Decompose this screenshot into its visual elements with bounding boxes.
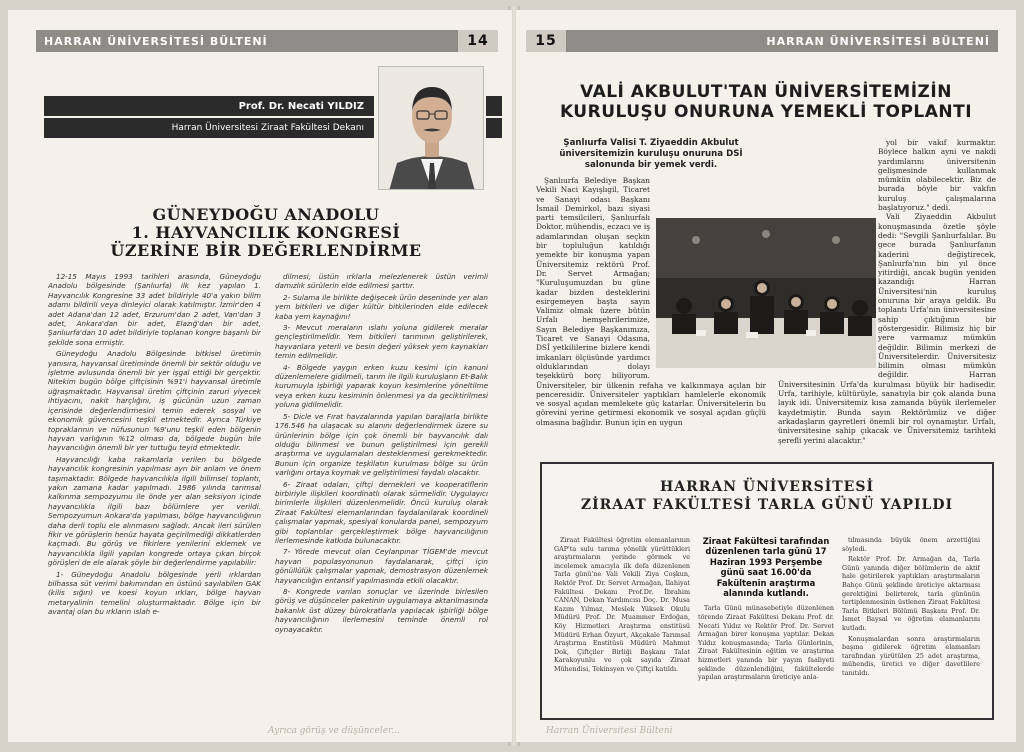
article-title-line: 1. HAYVANCILIK KONGRESİ [131,223,401,242]
article-column-1 [48,272,261,728]
paragraph: 12-15 Mayıs 1993 tarihleri arasında, Güneydoğu Anadolu bölgesinde (Şanlıurfa) ilk kez yapılan 1. Hayvancılık Kongresine 33 adet bildiriyle 40'a yakın bilim adamı bildirili veya dinleyici olarak katılmıştır. İzmir'den 4 adet Adana'dan 12 adet, Erzurum'dan 2 adet, Van'dan 3 adet, Ankara'dan bir adet, Elazığ'dan bir adet, Şanlıurfa'dan 10 adet bildiriyle toplanan kongre başarılı bir şekilde sona ermiştir. [48,272,261,347]
author-title-bar [44,118,374,138]
decorative-block [486,118,502,138]
field-day-lead: Ziraat Fakültesi tarafından düzenlenen tarla günü 17 Haziran 1993 Perşembe günü saat 16.00'da Fakültenin araştırma alanında kutlandı. [702,536,830,599]
left-page [8,10,512,742]
article-body [48,272,488,728]
news-title-line: KURULUŞU ONURUNA YEMEKLİ TOPLANTI [559,102,973,122]
article-column-2 [275,272,488,728]
paragraph: 6- Ziraat odaları, çiftçi dernekleri ve kooperatiflerin birbiriyle ilişkileri koordinatlı olarak sürmelidir. Uygulayıcı birimlerle ilişkileri düzenlenmelidir. Öncü kuruluş olarak Ziraat Fakültesi elemanlarından faydalanılarak koordineli çalışmalar yapmak, spesiyal konularda panel, sempozyum gibi toplantılar gerçekleştirmek bölge hayvancılığının ilerlemesinde katkıda bulunacaktır. [275,479,488,545]
right-page-header [526,30,998,52]
paragraph: 8- Kongrede varılan sonuçlar ve üzerinde birlesilen görüş ve düşünceler paketinin uygulamaya aktarılmasında bakanlık üst düzey bürokratlarla yapılacak işbirliği bölge hayvancılığının ilerlemesini teminde önemli rol oynayacaktır. [275,587,488,634]
decorative-block [486,96,502,116]
paragraph: Vali Ziyaeddin Akbulut konuşmasında özetle şöyle dedi: "Sevgili Şanlıurfalılar. Bu gece burada Şanlıurfanın kaderini değiştirecek, Şanlıurfa'nın bin yıl önce yitirdiği, ancak bugün yeniden kazandığı Harran Üniversitesi'nin kuruluş onuruna bir araya geldik. Bu toplantı Urfa'nın üniversitesine sahip çıktığının bir göstergesidir. Bilimsiz hiç bir yere varmamız mümkün değildir. Bilimin merkezi de Üniversitelerdir. Üniversitesiz bilimin olması mümkün değildir. Harran Üniversitesinin Urfa'da kurulması büyük bir hadisedir. Urfa, tarihiyle, kültürüyle, sanatıyla bir çok alanda buna layık idi. Üniversitemiz kısa zamanda büyük ilerlemeler kaydetmiştir. Bunda sayın Rektörümüz ve diğer arkadaşların gayretleri önemli bir rol oynamıştır. Urfalı, üniversitesine sahip çıkacak ve Üniversitemiz tarihteki şerefli yerini alacaktır." [778,212,996,445]
field-day-box [540,462,994,720]
right-page [516,10,1016,742]
paragraph: yol bir vakıf kurmaktır. Böylece halkın ayni ve nakdi yardımlarını üniversitenin gelişmesinde kullanmak mümkün olabilecektir. Biz de burada böyle bir vakfın kuruluş çalışmalarına başlatıyoruz." dedi. [878,138,996,213]
footer-scrawl: Harran Üniversitesi Bülteni [546,726,673,736]
paragraph: 4- Bölgede yaygın erken kuzu kesimi için kanuni düzenlemelere gidilmeli, tarım ile ilgili kuruluşların Et-Balık kurumuyla işbirliği yaparak koyun kesimlerine yöneltilme veya erken kuzu kesiminin önlenmesi ya da geciktirilmesi yoluna gidilmelidir. [275,362,488,410]
paragraph: 7- Yörede mevcut olan Ceylanpınar TİGEM'de mevcut hayvan populasyonunun faydalanarak, çiftçi için gönüllülük çalışmalar yapmak, demostrasyon düzenlemek hayvancılığın entansif yapılmasında etkili olacaktır. [275,547,488,585]
right-header-text: HARRAN ÜNİVERSİTESİ BÜLTENİ [766,34,990,48]
dinner-photo [656,218,876,368]
field-day-column-3 [842,536,980,714]
author-title: Harran Üniversitesi Ziraat Fakültesi Dekanı [171,123,364,133]
paragraph: Güneydoğu Anadolu Bölgesinde bitkisel üretimin yanısıra, hayvansal üretiminde önemli bir sektör olduğu ve işletme avlusunda önemli bir yer işgal ettiği bir gerçektir. Nitekim bugün bölge çiftçisinin %91'i hayvansal üretimle uğraşmaktadır. Hayvansal üretim çiftçinin zaruri yiyecek ihtiyacını, nakit harçlığını, iş gücünün uzun zaman içerisinde değerlendirmesini temin ederek sosyal ve ekonomik güvencesini teşkil etmektedir. Ayrıca Türkiye topraklarının ve nüfusunun %9'unu teşkil eden bölgenin hayvan varlığının %12 olması da, bölgede bugün bile hayvancılığın önemli bir yer tuttuğu teyid etmektedir. [48,349,261,453]
footer-scrawl: Ayrıca görüş ve düşünceler... [268,726,400,736]
paragraph: tılmasında büyük önem arzettiğini söyledi. [842,536,980,553]
paragraph: Şanlıurfa Belediye Başkan Vekili Naci Kayışlıgil, Ticaret ve Sanayi odası Başkanı İsmail Demirkol, bazı siyasi parti temsilcileri, Şanlıurfalı Doktor, mühendis, eczacı ve iş adamlarından oluşan seçkin bir topluluğun katıldığı yemekte bir konuşma yapan Üniversitemiz rektörü Prof. Dr. Servet Armağan; "Kuruluşumuzdan bu güne kadar bizden desteklerini esirgemeyen başta sayın Valimiz olmak üzere bütün Urfalı hemşehrilerimize, Sayın Belediye Başkanımıza, Ticaret ve Sanayi Odasına, DSİ yetkililerine bizlere kendi imkanları ölçüsünde yardımcı olduklarından dolayı teşekkürü borç biliyorum. Üniversiteler, bir ülkenin refaha ve kalkınmaya açılan bir penceresidir. Üniversiteler yaptıkları hamlelerle ekonomik ve sosyal açıdan memlekete güç katarlar. Üniversitelerin bu görevini yerine getirmesi ekonomik ve sosyal açıdan güçlü olmasına bağlıdır. Bunun için en uygun [536,176,766,427]
left-page-header [36,30,498,52]
paragraph: Tarla Günü münasebetiyle düzenlenen törende Ziraat Fakültesi Dekanı Prof. dr. Necati Yıldız ve Rektör Prof. Dr. Servet Armağan birer konuşma yaptılar. Dekan Yıldız konuşmasında; Tarla Günlerinin, Ziraat Fakültesinin eğitim ve araştırma hizmetleri yanında bir yayım faaliyeti şeklinde düzenlendiğini, fakültelerde yapılan araştırmaların üreticiye anla- [698,604,834,682]
field-day-column-2 [698,536,834,714]
field-day-title-line: ZİRAAT FAKÜLTESİ TARLA GÜNÜ YAPILDI [580,497,954,513]
paragraph: 1- Güneydoğu Anadolu bölgesinde yerli ırklardan bilhassa süt verimi bakımından en üstünü sayılabilen GAK (kilis sığırı) ve koesi koyun ırkları, bölge hayvan metaryalinin temelini oluşturmaktadır. Bölge için bir avantaj olan bu ırkların ıslah e- [48,569,261,617]
author-portrait [378,66,484,190]
field-day-title-line: HARRAN ÜNİVERSİTESİ [659,479,875,495]
news-title-line: VALİ AKBULUT'TAN ÜNİVERSİTEMİZİN [580,82,952,102]
paragraph: 2- Sulama ile birlikte değişecek ürün deseninde yer alan yem bitkileri ve diğer kültür bitkilerinden elde edilecek kaba yem kaynağını! [275,292,488,321]
paragraph: 3- Mevcut meraların ıslahı yoluna gidilerek meralar gençleştirilmelidir. Yem bitkileri tarımının geliştirilerek, hayvanlara yeterli ve besin değeri yüksek yem kaynakları temin edilmelidir. [275,323,488,361]
paragraph: 5- Dicle ve Fırat havzalarında yapılan barajlarla birlikte 176.546 ha ulaşacak su alanını değerlendirmek üzere su ürünlerinin bölge için çok önemli bir hayvancılık dalı olduğu bilinmesi ve bunun geliştirilmesi için gerekli araştırma ve uygulamaları desteklenmesi gerekmektedir. Bunun için organize teşkilatın kurulması bölge su ürün varlığını ortaya koymak ve geliştirilmesi faydalı olacaktır. [275,411,488,478]
paragraph: Rektör Prof. Dr. Armağan da, Tarla Günü yanında diğer bölümlerin de aktif hale getirilerek yaptıkları araştırmaların Bahçe Günü şeklinde üreticiye aktarması gerektiğini belirterek, tarla gününün tertiplenmesinin üstlenen Ziraat Fakültesi Tarla Bitkileri Bölümü Başkanı Prof. Dr. İsmet Baysal ve öğretim elamanlarını kutladı. [842,555,980,632]
news-lead: Şanlıurfa Valisi T. Ziyaeddin Akbulut üniversitemizin kuruluşu onuruna DSİ salonunda bir yemek verdi. [559,138,743,170]
article-title [44,206,488,260]
field-day-column-1 [554,536,690,714]
author-name-bar [44,96,374,116]
left-header-text: HARRAN ÜNİVERSİTESİ BÜLTENİ [44,34,268,48]
article-title-line: ÜZERİNE BİR DEĞERLENDİRME [110,241,422,260]
news-title [536,82,996,122]
paragraph: dilmesi, üstün ırklarla melezlenerek üstün verimli damızlık sürülerin elde edilmesi şarttır. [275,272,488,291]
paragraph: Ziraat Fakültesi öğretim elemanlarının GAP'ta sulu tarıma yönelik yürüttükleri araştırmaların yerinde görmek ve incelemek amacıyla ilk defa düzenlenen Tarla günü'ne Vali Vekili Ziya Coşkun, Rektör Prof. Dr. Servet Armağan, İlahiyat Fakültesi Dekanı Prof.Dr. İbrahim CANAN, Dekan Yardımcısı Doç. Dr. Musa Kazım Yılmaz, Meslek Yüksek Okulu Müdürü Prof. Dr. Muammer Erdoğan, Köy Hizmetleri Araştırma enstitüsü Müdürü Erhan Özyurt, Akçakale Tarımsal Araştırma Enstitüsü Müdürü Mahmut Dok, Çiftçiler Birliği Başkanı Talat Karakoyunlu ve çok sayıda Ziraat Mühendisi, Tekinsyen ve Çiftçi katıldı. [554,536,690,673]
paragraph: Konuşmalardan sonra araştırmaların başına gidilerek öğretim elamanları tarafından yürütülen 25 adet araştırma, mühendis, üretici ve diğer davetlilere tanıtıldı. [842,634,980,677]
author-name: Prof. Dr. Necati YILDIZ [238,100,364,112]
field-day-title [542,478,992,514]
right-page-number: 15 [526,30,566,52]
paragraph: Hayvancılığı kaba rakamlarla verilen bu bölgede hayvancılık kongresinin yapılması ayrı bir anlam ve önem taşımaktadır. Bölgede hayvancılıkla ilgili bilimsel toplantı, yakın zamana kadar yapılmadı. 1986 yılında tarımsal kalkınma sempozyumu ile önde yer alan seksiyon içinde hayvancılıkla ilgili bazı bölümlere yer verildi. Sempozyumun Ankara'da yapılması, bölge hayvancılığının daha derli toplu ele alınmasını sağladı. Ancak ileri sürülen fikir ve görüşlerin henüz hayata geçirilmediği dikkatlerden kaçmadı. Bu görüş ve fikirlere yenilerini eklemek ve hayvancılıkla ilgili yapılan kongrede ortaya çıkan birçok görüşleri de ele alarak şöyle bir değerlendirme yapılabilir: [48,454,261,568]
article-title-line: GÜNEYDOĞU ANADOLU [152,205,380,224]
left-page-number: 14 [458,30,498,52]
